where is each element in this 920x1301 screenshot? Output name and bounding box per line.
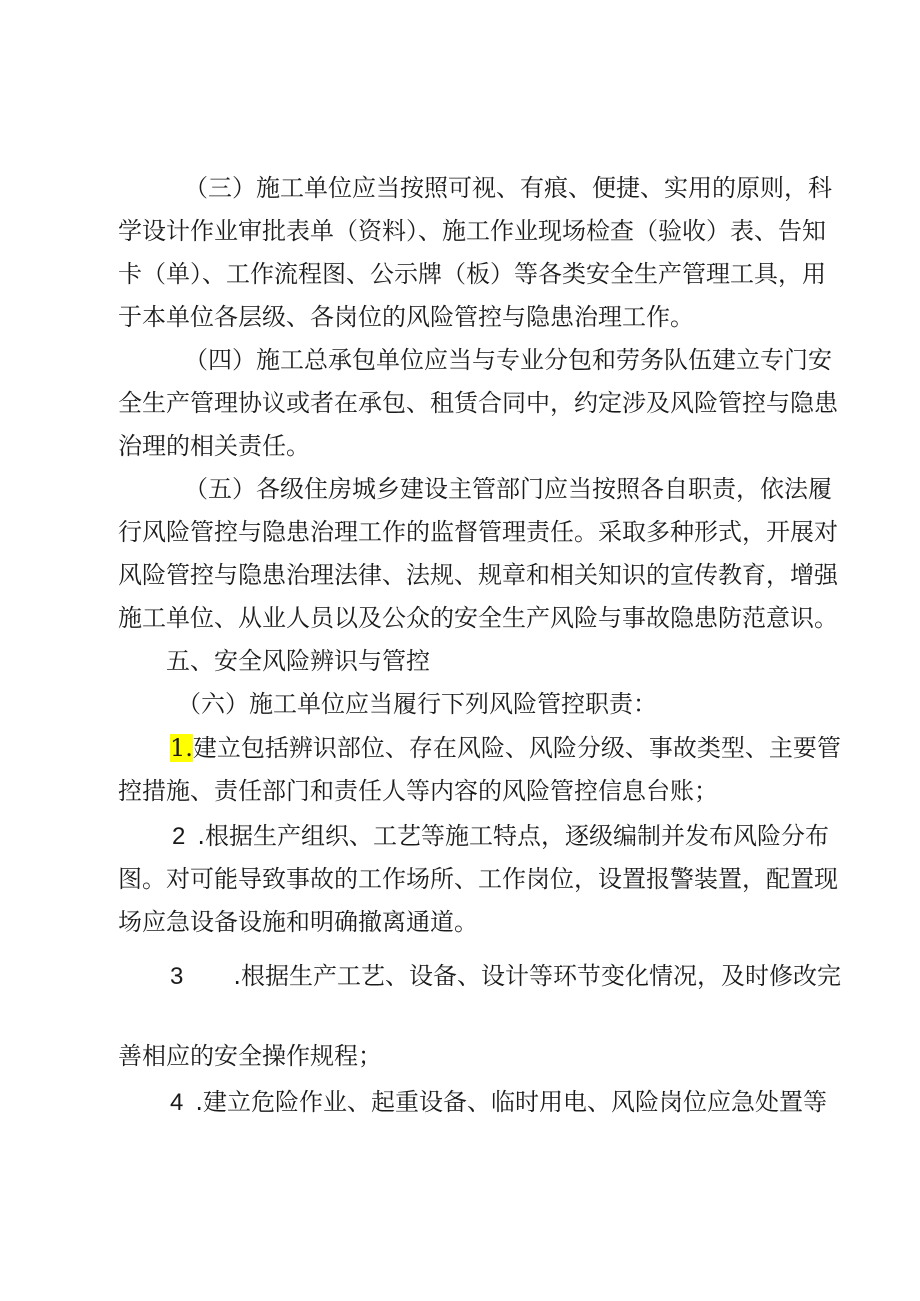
item-1-line-1: [170, 726, 920, 770]
paragraph-3-line-3: 卡（单）、工作流程图、公示牌（板）等各类安全生产管理工具，用: [118, 260, 826, 288]
section-heading-5: 五、安全风险辨识与管控: [166, 647, 430, 675]
item-4-marker: 4: [170, 1089, 184, 1116]
item-2-text: .根据生产组织、工艺等施工特点，逐级编制并发布风险分布: [197, 822, 829, 850]
paragraph-5-line-3: 风险管控与隐患治理法律、法规、规章和相关知识的宣传教育，增强: [118, 561, 838, 589]
item-2-marker: 2: [172, 823, 186, 850]
paragraph-3-line-1: （三）施工单位应当按照可视、有痕、便捷、实用的原则，科: [184, 174, 832, 202]
item-1-marker-highlight: 1.: [170, 734, 193, 762]
item-1-line-2: 控措施、责任部门和责任人等内容的风险管控信息台账；: [118, 777, 718, 805]
item-3-line-2: 善相应的安全操作规程；: [118, 1042, 382, 1070]
paragraph-4-line-3: 治理的相关责任。: [118, 432, 310, 460]
paragraph-5-line-1: （五）各级住房城乡建设主管部门应当按照各自职责，依法履: [184, 475, 832, 503]
item-4-text: .建立危险作业、起重设备、临时用电、风险岗位应急处置等: [195, 1088, 827, 1116]
paragraph-6-line-1: （六）施工单位应当履行下列风险管控职责：: [177, 690, 657, 718]
item-2-line-3: 场应急设备设施和明确撤离通道。: [118, 908, 478, 936]
paragraph-4-line-2: 全生产管理协议或者在承包、租赁合同中，约定涉及风险管控与隐患: [118, 389, 838, 417]
paragraph-3-line-4: 于本单位各层级、各岗位的风险管控与隐患治理工作。: [118, 303, 694, 331]
item-3-text: .根据生产工艺、设备、设计等环节变化情况，及时修改完: [233, 962, 841, 990]
item-3-line-1: [170, 954, 920, 998]
item-3-marker: 3: [170, 963, 184, 990]
paragraph-3-line-2: 学设计作业审批表单（资料）、施工作业现场检查（验收）表、告知: [118, 217, 826, 245]
item-1-text: 建立包括辨识部位、存在风险、风险分级、事故类型、主要管: [192, 734, 841, 762]
item-2-line-2: 图。对可能导致事故的工作场所、工作岗位，设置报警装置，配置现: [118, 865, 838, 893]
item-2-line-1: [172, 814, 920, 858]
paragraph-4-line-1: （四）施工总承包单位应当与专业分包和劳务队伍建立专门安: [184, 346, 832, 374]
paragraph-5-line-2: 行风险管控与隐患治理工作的监督管理责任。采取多种形式，开展对: [118, 518, 838, 546]
item-4-line-1: [170, 1080, 920, 1124]
paragraph-5-line-4: 施工单位、从业人员以及公众的安全生产风险与事故隐患防范意识。: [118, 604, 838, 632]
